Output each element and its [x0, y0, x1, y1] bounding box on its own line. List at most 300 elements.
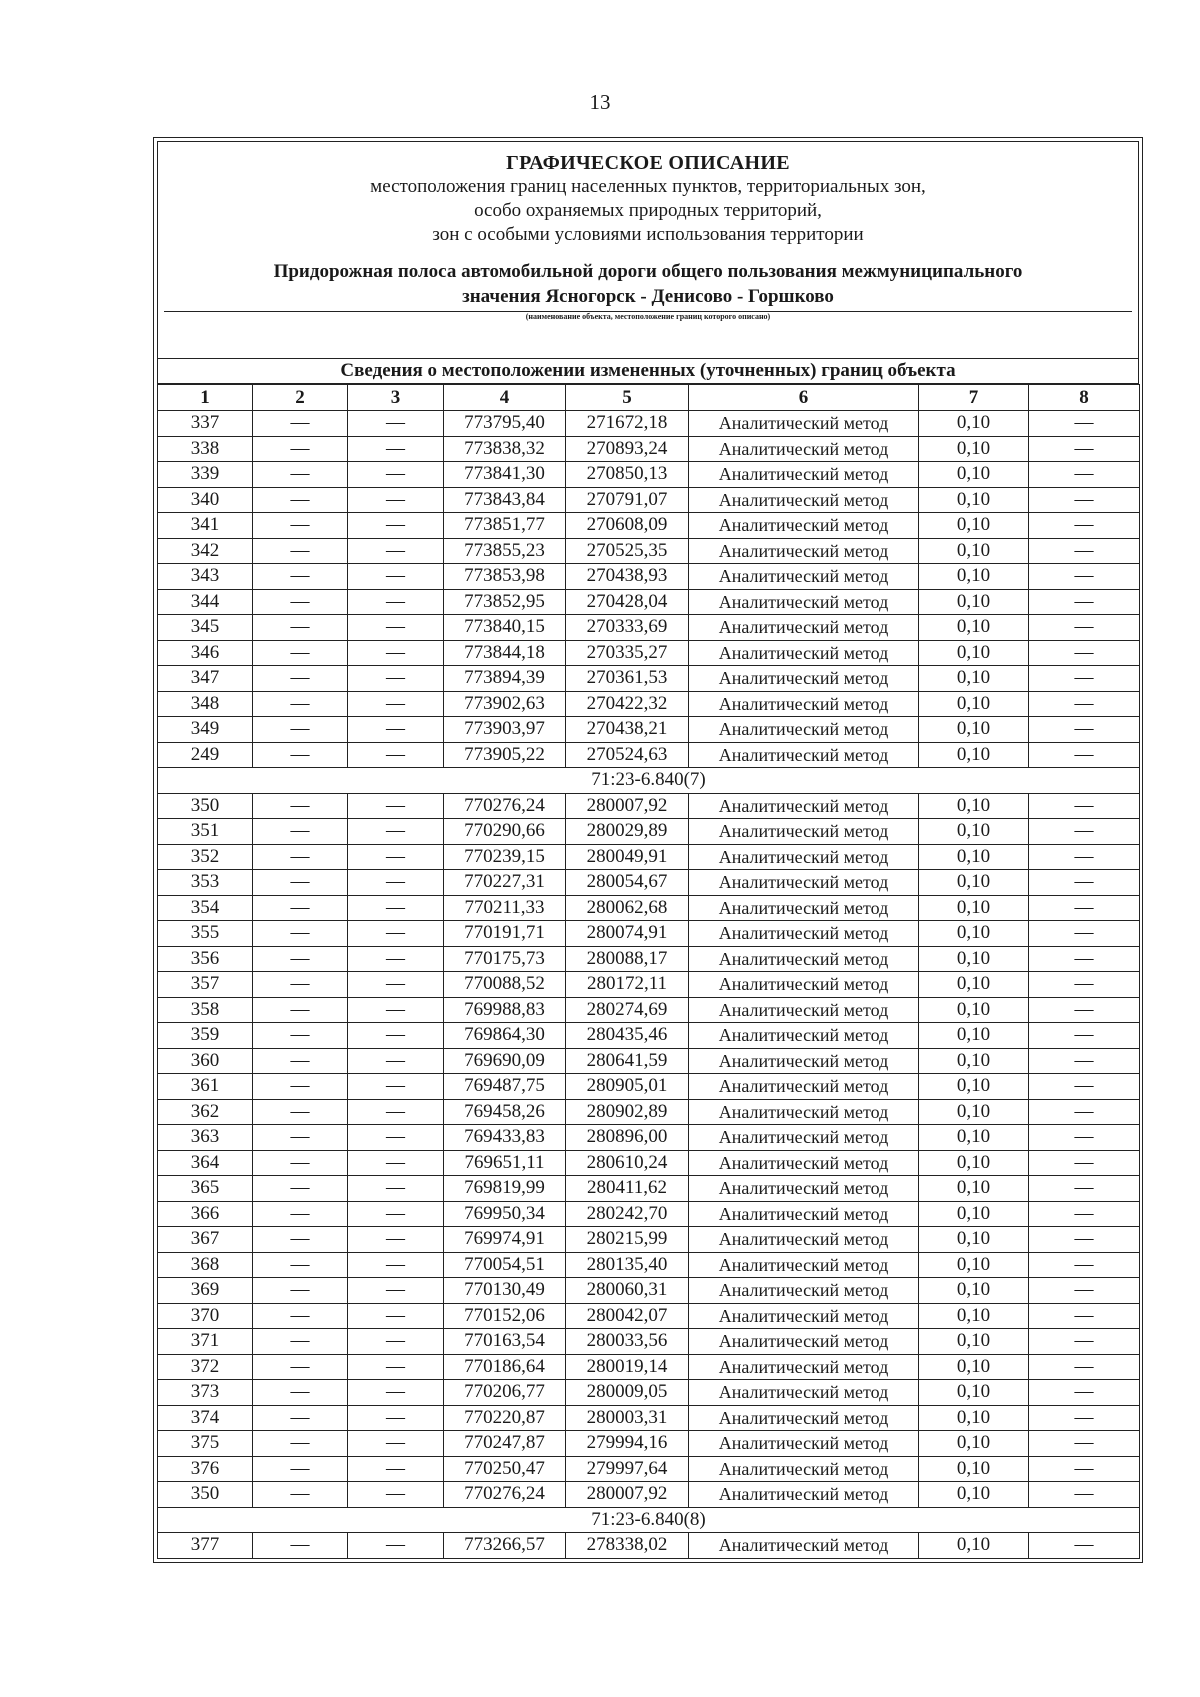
method-cell: Аналитический метод	[689, 411, 919, 437]
col-8-cell: —	[1029, 615, 1140, 641]
method-cell: Аналитический метод	[689, 921, 919, 947]
col-8-cell: —	[1029, 1533, 1140, 1559]
accuracy-cell: 0,10	[919, 1176, 1029, 1202]
coord-y-cell: 280902,89	[566, 1099, 689, 1125]
coord-y-cell: 270525,35	[566, 538, 689, 564]
col-3-cell: —	[348, 589, 444, 615]
method-cell: Аналитический метод	[689, 564, 919, 590]
point-number-cell: 362	[158, 1099, 253, 1125]
accuracy-cell: 0,10	[919, 972, 1029, 998]
col-2-cell: —	[253, 1533, 348, 1559]
col-2-cell: —	[253, 895, 348, 921]
method-cell: Аналитический метод	[689, 1201, 919, 1227]
document-frame	[153, 137, 1143, 1563]
coord-x-cell: 770276,24	[444, 1482, 566, 1508]
point-number-cell: 340	[158, 487, 253, 513]
point-number-cell: 338	[158, 436, 253, 462]
method-cell: Аналитический метод	[689, 666, 919, 692]
method-cell: Аналитический метод	[689, 513, 919, 539]
col-2-cell: —	[253, 1354, 348, 1380]
point-number-cell: 357	[158, 972, 253, 998]
table-row	[158, 921, 1140, 947]
col-3-cell: —	[348, 1482, 444, 1508]
col-3-cell: —	[348, 997, 444, 1023]
table-row	[158, 1482, 1140, 1508]
point-number-cell: 356	[158, 946, 253, 972]
table-row	[158, 538, 1140, 564]
point-number-cell: 355	[158, 921, 253, 947]
column-header: 4	[444, 385, 566, 411]
accuracy-cell: 0,10	[919, 921, 1029, 947]
accuracy-cell: 0,10	[919, 1329, 1029, 1355]
col-2-cell: —	[253, 717, 348, 743]
coord-x-cell: 773795,40	[444, 411, 566, 437]
parcel-number: 71:23-6.840(7)	[158, 768, 1140, 794]
coord-x-cell: 770290,66	[444, 819, 566, 845]
table-row	[158, 691, 1140, 717]
col-8-cell: —	[1029, 1431, 1140, 1457]
col-3-cell: —	[348, 1533, 444, 1559]
col-8-cell: —	[1029, 411, 1140, 437]
coord-x-cell: 770211,33	[444, 895, 566, 921]
accuracy-cell: 0,10	[919, 844, 1029, 870]
table-row	[158, 717, 1140, 743]
method-cell: Аналитический метод	[689, 1329, 919, 1355]
coord-y-cell: 279997,64	[566, 1456, 689, 1482]
point-number-cell: 341	[158, 513, 253, 539]
point-number-cell: 360	[158, 1048, 253, 1074]
col-8-cell: —	[1029, 564, 1140, 590]
coord-x-cell: 770227,31	[444, 870, 566, 896]
accuracy-cell: 0,10	[919, 1252, 1029, 1278]
method-cell: Аналитический метод	[689, 640, 919, 666]
accuracy-cell: 0,10	[919, 1227, 1029, 1253]
col-2-cell: —	[253, 1252, 348, 1278]
coord-x-cell: 769950,34	[444, 1201, 566, 1227]
col-3-cell: —	[348, 1431, 444, 1457]
coord-x-cell: 769651,11	[444, 1150, 566, 1176]
table-row	[158, 972, 1140, 998]
col-3-cell: —	[348, 742, 444, 768]
coord-y-cell: 271672,18	[566, 411, 689, 437]
col-2-cell: —	[253, 1405, 348, 1431]
point-number-cell: 337	[158, 411, 253, 437]
accuracy-cell: 0,10	[919, 1482, 1029, 1508]
column-header: 2	[253, 385, 348, 411]
method-cell: Аналитический метод	[689, 870, 919, 896]
coord-x-cell: 773855,23	[444, 538, 566, 564]
table-row	[158, 564, 1140, 590]
col-8-cell: —	[1029, 462, 1140, 488]
subtitle-line-2: особо охраняемых природных территорий,	[474, 200, 822, 221]
table-row	[158, 946, 1140, 972]
col-8-cell: —	[1029, 1125, 1140, 1151]
coord-y-cell: 280054,67	[566, 870, 689, 896]
point-number-cell: 373	[158, 1380, 253, 1406]
point-number-cell: 372	[158, 1354, 253, 1380]
method-cell: Аналитический метод	[689, 1482, 919, 1508]
coord-x-cell: 773843,84	[444, 487, 566, 513]
point-number-cell: 363	[158, 1125, 253, 1151]
col-2-cell: —	[253, 742, 348, 768]
coord-x-cell: 770186,64	[444, 1354, 566, 1380]
page-number: 13	[589, 90, 611, 114]
col-3-cell: —	[348, 487, 444, 513]
accuracy-cell: 0,10	[919, 1278, 1029, 1304]
point-number-cell: 344	[158, 589, 253, 615]
accuracy-cell: 0,10	[919, 1125, 1029, 1151]
accuracy-cell: 0,10	[919, 819, 1029, 845]
method-cell: Аналитический метод	[689, 538, 919, 564]
method-cell: Аналитический метод	[689, 1125, 919, 1151]
table-row	[158, 615, 1140, 641]
col-3-cell: —	[348, 819, 444, 845]
coord-x-cell: 769988,83	[444, 997, 566, 1023]
point-number-cell: 353	[158, 870, 253, 896]
parcel-number: 71:23-6.840(8)	[158, 1507, 1140, 1533]
coord-y-cell: 280242,70	[566, 1201, 689, 1227]
point-number-cell: 365	[158, 1176, 253, 1202]
accuracy-cell: 0,10	[919, 1023, 1029, 1049]
accuracy-cell: 0,10	[919, 1099, 1029, 1125]
accuracy-cell: 0,10	[919, 1405, 1029, 1431]
col-8-cell: —	[1029, 538, 1140, 564]
coord-x-cell: 769974,91	[444, 1227, 566, 1253]
coord-x-cell: 773894,39	[444, 666, 566, 692]
table-row	[158, 1023, 1140, 1049]
column-header: 3	[348, 385, 444, 411]
accuracy-cell: 0,10	[919, 717, 1029, 743]
col-8-cell: —	[1029, 1048, 1140, 1074]
col-3-cell: —	[348, 895, 444, 921]
col-8-cell: —	[1029, 487, 1140, 513]
col-3-cell: —	[348, 1380, 444, 1406]
col-3-cell: —	[348, 691, 444, 717]
point-number-cell: 350	[158, 793, 253, 819]
method-cell: Аналитический метод	[689, 1048, 919, 1074]
col-8-cell: —	[1029, 589, 1140, 615]
col-2-cell: —	[253, 1431, 348, 1457]
col-2-cell: —	[253, 819, 348, 845]
col-2-cell: —	[253, 1303, 348, 1329]
table-row	[158, 1303, 1140, 1329]
col-8-cell: —	[1029, 1329, 1140, 1355]
table-row	[158, 1405, 1140, 1431]
method-cell: Аналитический метод	[689, 1456, 919, 1482]
point-number-cell: 369	[158, 1278, 253, 1304]
accuracy-cell: 0,10	[919, 870, 1029, 896]
coord-y-cell: 280009,05	[566, 1380, 689, 1406]
accuracy-cell: 0,10	[919, 895, 1029, 921]
coord-y-cell: 280029,89	[566, 819, 689, 845]
coord-y-cell: 270438,93	[566, 564, 689, 590]
table-row	[158, 1354, 1140, 1380]
col-8-cell: —	[1029, 895, 1140, 921]
accuracy-cell: 0,10	[919, 1150, 1029, 1176]
accuracy-cell: 0,10	[919, 640, 1029, 666]
accuracy-cell: 0,10	[919, 411, 1029, 437]
method-cell: Аналитический метод	[689, 1099, 919, 1125]
coord-y-cell: 280435,46	[566, 1023, 689, 1049]
accuracy-cell: 0,10	[919, 436, 1029, 462]
method-cell: Аналитический метод	[689, 487, 919, 513]
document-header	[157, 141, 1139, 359]
coord-y-cell: 278338,02	[566, 1533, 689, 1559]
accuracy-cell: 0,10	[919, 666, 1029, 692]
col-2-cell: —	[253, 972, 348, 998]
accuracy-cell: 0,10	[919, 793, 1029, 819]
parcel-group-row	[158, 768, 1140, 794]
subtitle-line-3: зон с особыми условиями использования территории	[432, 224, 864, 245]
point-number-cell: 347	[158, 666, 253, 692]
col-3-cell: —	[348, 1048, 444, 1074]
col-8-cell: —	[1029, 819, 1140, 845]
point-number-cell: 370	[158, 1303, 253, 1329]
col-2-cell: —	[253, 615, 348, 641]
point-number-cell: 349	[158, 717, 253, 743]
column-header: 1	[158, 385, 253, 411]
col-3-cell: —	[348, 513, 444, 539]
point-number-cell: 348	[158, 691, 253, 717]
table-row	[158, 1533, 1140, 1559]
accuracy-cell: 0,10	[919, 1354, 1029, 1380]
col-2-cell: —	[253, 640, 348, 666]
col-3-cell: —	[348, 1150, 444, 1176]
column-header: 6	[689, 385, 919, 411]
section-title: Сведения о местоположении измененных (уточненных) границ объекта	[157, 359, 1139, 384]
point-number-cell: 376	[158, 1456, 253, 1482]
table-row	[158, 870, 1140, 896]
method-cell: Аналитический метод	[689, 1252, 919, 1278]
point-number-cell: 359	[158, 1023, 253, 1049]
coord-y-cell: 270422,32	[566, 691, 689, 717]
column-header: 7	[919, 385, 1029, 411]
col-2-cell: —	[253, 691, 348, 717]
col-2-cell: —	[253, 462, 348, 488]
method-cell: Аналитический метод	[689, 1176, 919, 1202]
point-number-cell: 352	[158, 844, 253, 870]
table-row	[158, 1048, 1140, 1074]
point-number-cell: 368	[158, 1252, 253, 1278]
document-title: ГРАФИЧЕСКОЕ ОПИСАНИЕ	[506, 152, 790, 174]
method-cell: Аналитический метод	[689, 819, 919, 845]
accuracy-cell: 0,10	[919, 997, 1029, 1023]
coord-y-cell: 280049,91	[566, 844, 689, 870]
col-3-cell: —	[348, 844, 444, 870]
col-8-cell: —	[1029, 513, 1140, 539]
col-2-cell: —	[253, 487, 348, 513]
point-number-cell: 358	[158, 997, 253, 1023]
coord-y-cell: 280135,40	[566, 1252, 689, 1278]
col-2-cell: —	[253, 997, 348, 1023]
coord-y-cell: 280074,91	[566, 921, 689, 947]
table-row	[158, 1227, 1140, 1253]
accuracy-cell: 0,10	[919, 1048, 1029, 1074]
point-number-cell: 374	[158, 1405, 253, 1431]
table-row	[158, 436, 1140, 462]
coord-x-cell: 770206,77	[444, 1380, 566, 1406]
accuracy-cell: 0,10	[919, 538, 1029, 564]
method-cell: Аналитический метод	[689, 997, 919, 1023]
point-number-cell: 364	[158, 1150, 253, 1176]
col-3-cell: —	[348, 921, 444, 947]
coord-y-cell: 280411,62	[566, 1176, 689, 1202]
coord-y-cell: 280215,99	[566, 1227, 689, 1253]
col-3-cell: —	[348, 1227, 444, 1253]
col-2-cell: —	[253, 793, 348, 819]
point-number-cell: 361	[158, 1074, 253, 1100]
col-2-cell: —	[253, 1227, 348, 1253]
col-2-cell: —	[253, 946, 348, 972]
col-8-cell: —	[1029, 1150, 1140, 1176]
accuracy-cell: 0,10	[919, 946, 1029, 972]
coord-y-cell: 279994,16	[566, 1431, 689, 1457]
method-cell: Аналитический метод	[689, 589, 919, 615]
accuracy-cell: 0,10	[919, 1431, 1029, 1457]
table-body	[158, 411, 1140, 1559]
col-3-cell: —	[348, 1303, 444, 1329]
col-8-cell: —	[1029, 1482, 1140, 1508]
coord-x-cell: 770220,87	[444, 1405, 566, 1431]
col-2-cell: —	[253, 1278, 348, 1304]
coord-y-cell: 280088,17	[566, 946, 689, 972]
table-row	[158, 895, 1140, 921]
table-row	[158, 1125, 1140, 1151]
table-row	[158, 487, 1140, 513]
coord-y-cell: 270333,69	[566, 615, 689, 641]
col-3-cell: —	[348, 1074, 444, 1100]
coord-y-cell: 270850,13	[566, 462, 689, 488]
col-3-cell: —	[348, 1252, 444, 1278]
col-8-cell: —	[1029, 666, 1140, 692]
accuracy-cell: 0,10	[919, 487, 1029, 513]
parcel-group-row	[158, 1507, 1140, 1533]
method-cell: Аналитический метод	[689, 972, 919, 998]
coord-x-cell: 770247,87	[444, 1431, 566, 1457]
accuracy-cell: 0,10	[919, 1380, 1029, 1406]
col-3-cell: —	[348, 1354, 444, 1380]
method-cell: Аналитический метод	[689, 1150, 919, 1176]
method-cell: Аналитический метод	[689, 1405, 919, 1431]
accuracy-cell: 0,10	[919, 691, 1029, 717]
col-8-cell: —	[1029, 1456, 1140, 1482]
coord-y-cell: 270335,27	[566, 640, 689, 666]
coord-x-cell: 769819,99	[444, 1176, 566, 1202]
point-number-cell: 249	[158, 742, 253, 768]
method-cell: Аналитический метод	[689, 895, 919, 921]
col-3-cell: —	[348, 666, 444, 692]
coord-y-cell: 280610,24	[566, 1150, 689, 1176]
col-3-cell: —	[348, 1125, 444, 1151]
point-number-cell: 346	[158, 640, 253, 666]
table-row	[158, 844, 1140, 870]
col-2-cell: —	[253, 1048, 348, 1074]
table-row	[158, 1074, 1140, 1100]
table-row	[158, 1278, 1140, 1304]
point-number-cell: 375	[158, 1431, 253, 1457]
col-2-cell: —	[253, 1482, 348, 1508]
coord-x-cell: 769864,30	[444, 1023, 566, 1049]
accuracy-cell: 0,10	[919, 742, 1029, 768]
coord-y-cell: 270893,24	[566, 436, 689, 462]
coord-x-cell: 770191,71	[444, 921, 566, 947]
col-3-cell: —	[348, 640, 444, 666]
method-cell: Аналитический метод	[689, 717, 919, 743]
point-number-cell: 351	[158, 819, 253, 845]
coord-x-cell: 773266,57	[444, 1533, 566, 1559]
accuracy-cell: 0,10	[919, 513, 1029, 539]
table-row	[158, 1176, 1140, 1202]
method-cell: Аналитический метод	[689, 1278, 919, 1304]
object-name-caption: (наименование объекта, местоположение границ которого описано)	[525, 312, 771, 321]
coord-x-cell: 773851,77	[444, 513, 566, 539]
point-number-cell: 371	[158, 1329, 253, 1355]
coord-x-cell: 770250,47	[444, 1456, 566, 1482]
method-cell: Аналитический метод	[689, 1533, 919, 1559]
coord-y-cell: 280007,92	[566, 793, 689, 819]
table-row	[158, 640, 1140, 666]
coord-y-cell: 270608,09	[566, 513, 689, 539]
col-2-cell: —	[253, 1201, 348, 1227]
coord-y-cell: 280172,11	[566, 972, 689, 998]
point-number-cell: 354	[158, 895, 253, 921]
coord-x-cell: 770163,54	[444, 1329, 566, 1355]
col-3-cell: —	[348, 1201, 444, 1227]
col-2-cell: —	[253, 1329, 348, 1355]
coord-x-cell: 770130,49	[444, 1278, 566, 1304]
col-8-cell: —	[1029, 1405, 1140, 1431]
coord-y-cell: 280007,92	[566, 1482, 689, 1508]
col-8-cell: —	[1029, 1303, 1140, 1329]
coord-x-cell: 773852,95	[444, 589, 566, 615]
table-row	[158, 462, 1140, 488]
col-8-cell: —	[1029, 1252, 1140, 1278]
table-row	[158, 1150, 1140, 1176]
col-2-cell: —	[253, 564, 348, 590]
col-3-cell: —	[348, 411, 444, 437]
object-name-line-1: Придорожная полоса автомобильной дороги общего пользования межмуниципального	[273, 261, 1023, 282]
col-3-cell: —	[348, 436, 444, 462]
method-cell: Аналитический метод	[689, 946, 919, 972]
object-name-line-2: значения Ясногорск - Денисово - Горшково	[462, 286, 834, 307]
accuracy-cell: 0,10	[919, 564, 1029, 590]
col-8-cell: —	[1029, 1074, 1140, 1100]
col-2-cell: —	[253, 1150, 348, 1176]
col-2-cell: —	[253, 921, 348, 947]
table-row	[158, 997, 1140, 1023]
col-2-cell: —	[253, 436, 348, 462]
col-8-cell: —	[1029, 1099, 1140, 1125]
method-cell: Аналитический метод	[689, 691, 919, 717]
coord-x-cell: 770088,52	[444, 972, 566, 998]
col-3-cell: —	[348, 946, 444, 972]
col-2-cell: —	[253, 1023, 348, 1049]
accuracy-cell: 0,10	[919, 1201, 1029, 1227]
point-number-cell: 367	[158, 1227, 253, 1253]
accuracy-cell: 0,10	[919, 615, 1029, 641]
coord-x-cell: 770175,73	[444, 946, 566, 972]
table-row	[158, 819, 1140, 845]
method-cell: Аналитический метод	[689, 615, 919, 641]
col-8-cell: —	[1029, 640, 1140, 666]
point-number-cell: 350	[158, 1482, 253, 1508]
coord-x-cell: 773853,98	[444, 564, 566, 590]
method-cell: Аналитический метод	[689, 1354, 919, 1380]
col-8-cell: —	[1029, 1354, 1140, 1380]
col-3-cell: —	[348, 1405, 444, 1431]
col-3-cell: —	[348, 615, 444, 641]
col-3-cell: —	[348, 564, 444, 590]
